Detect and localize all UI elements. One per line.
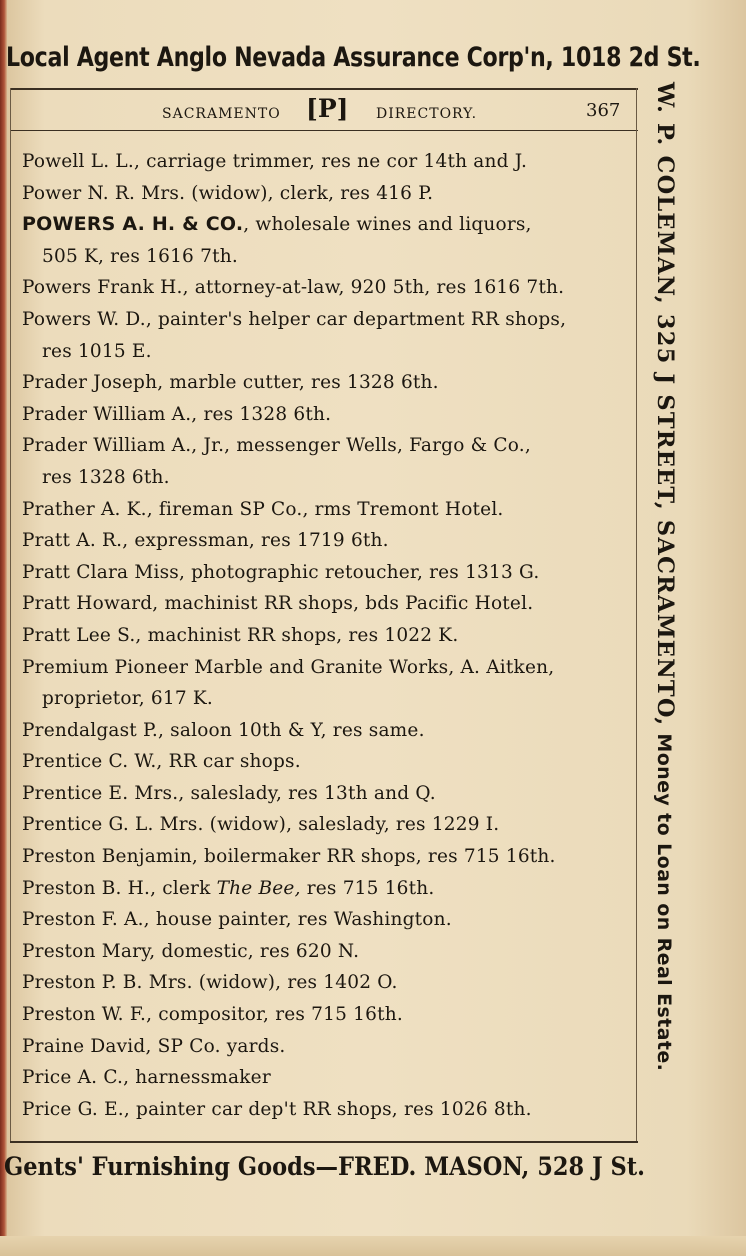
entry-text: res 1015 E.: [42, 340, 152, 362]
entry-text: Prader William A., Jr., messenger Wells, Fargo & Co.,: [22, 435, 531, 457]
entry-text: 505 K, res 1616 7th.: [42, 245, 238, 267]
entry-text: Praine David, SP Co. yards.: [22, 1035, 286, 1057]
entry-continuation-line: [22, 336, 636, 368]
directory-entry: [22, 1062, 636, 1094]
directory-entry: [22, 209, 636, 241]
side-ad-tail: Money to Loan on Real Estate.: [653, 726, 675, 1072]
entry-text: Powers W. D., painter's helper car department RR shops,: [22, 308, 567, 330]
entry-text: Powers Frank H., attorney-at-law, 920 5th, res 1616 7th.: [22, 277, 565, 299]
directory-entry: [22, 967, 636, 999]
entry-text: Powell L. L., carriage trimmer, res ne cor 14th and J.: [22, 151, 528, 172]
entry-text: Preston P. B. Mrs. (widow), res 1402 O.: [22, 972, 398, 994]
entry-text: Pratt A. R., expressman, res 1719 6th.: [22, 530, 389, 552]
directory-entry: [22, 557, 636, 589]
directory-entries: [22, 146, 636, 1125]
entry-continuation-line: [22, 462, 636, 494]
frame-right-rule: [636, 88, 637, 1143]
header-rule: [10, 130, 638, 131]
directory-entry: [22, 178, 636, 210]
page-number: 367: [586, 100, 621, 121]
entry-text: Prentice E. Mrs., saleslady, res 13th and Q.: [22, 782, 436, 804]
entry-text: Pratt Lee S., machinist RR shops, res 1022 K.: [22, 624, 459, 646]
frame-bottom-rule: [10, 1141, 638, 1143]
frame-left-rule: [10, 88, 11, 1143]
entry-text: Price A. C., harnessmaker: [22, 1067, 271, 1089]
directory-entry: [22, 272, 636, 304]
running-head: [14, 94, 632, 130]
entry-text: proprietor, 617 K.: [42, 688, 214, 710]
directory-entry: [22, 904, 636, 936]
entry-text: Premium Pioneer Marble and Granite Works, A. Aitken,: [22, 656, 555, 678]
entry-text: Prentice C. W., RR car shops.: [22, 751, 301, 773]
directory-entry: [22, 304, 636, 336]
entry-text: Preston B. H., clerk: [22, 877, 217, 899]
entry-text: Preston Mary, domestic, res 620 N.: [22, 940, 360, 962]
top-advertisement: Local Agent Anglo Nevada Assurance Corp'n, 1018 2d St.: [6, 42, 701, 73]
running-head-directory: DIRECTORY.: [376, 106, 478, 122]
entry-text: res 1328 6th.: [42, 466, 170, 488]
directory-entry: [22, 146, 636, 178]
directory-entry: [22, 1094, 636, 1126]
entry-text: Preston Benjamin, boilermaker RR shops, res 715 16th.: [22, 846, 556, 868]
entry-text: Power N. R. Mrs. (widow), clerk, res 416 P.: [22, 182, 434, 204]
directory-entry: [22, 936, 636, 968]
entry-text: Prader William A., res 1328 6th.: [22, 403, 332, 425]
directory-entry: [22, 746, 636, 778]
entry-text: Pratt Clara Miss, photographic retoucher, res 1313 G.: [22, 561, 540, 583]
entry-text: Prentice G. L. Mrs. (widow), saleslady, res 1229 I.: [22, 814, 500, 836]
entry-text: Prather A. K., fireman SP Co., rms Tremont Hotel.: [22, 498, 504, 520]
entry-text: Preston W. F., compositor, res 715 16th.: [22, 1004, 403, 1026]
side-ad-main: W. P. COLEMAN, 325 J STREET, SACRAMENTO,: [652, 82, 678, 727]
section-letter: [P]: [306, 94, 349, 123]
frame-top-rule: [10, 88, 638, 90]
entry-continuation-line: [22, 683, 636, 715]
running-head-city: SACRAMENTO: [162, 106, 281, 122]
directory-entry: [22, 367, 636, 399]
directory-entry: [22, 841, 636, 873]
directory-entry: [22, 809, 636, 841]
book-spine-edge: [0, 0, 7, 1256]
directory-entry: [22, 620, 636, 652]
entry-italic-text: The Bee,: [216, 877, 301, 899]
entry-text: Preston F. A., house painter, res Washington.: [22, 909, 452, 931]
directory-entry: [22, 999, 636, 1031]
directory-entry: [22, 525, 636, 557]
bottom-advertisement: Gents' Furnishing Goods—FRED. MASON, 528 J St.: [4, 1152, 645, 1181]
entry-text: Pratt Howard, machinist RR shops, bds Pacific Hotel.: [22, 593, 534, 615]
entry-bold-name: POWERS A. H. & CO.: [22, 213, 244, 236]
entry-text-after: res 715 16th.: [300, 877, 435, 899]
directory-entry: [22, 715, 636, 747]
page-bottom-edge: [0, 1236, 746, 1256]
directory-entry: [22, 873, 636, 905]
entry-text: Price G. E., painter car dep't RR shops, res 1026 8th.: [22, 1098, 532, 1120]
side-ad-text: [652, 82, 678, 1142]
side-advertisement: [642, 82, 678, 1147]
directory-entry: [22, 494, 636, 526]
directory-entry: [22, 588, 636, 620]
directory-entry: [22, 1031, 636, 1063]
entry-text: Prendalgast P., saloon 10th & Y, res same.: [22, 719, 425, 741]
directory-entry: [22, 399, 636, 431]
directory-entry: [22, 652, 636, 684]
directory-entry: [22, 778, 636, 810]
directory-entry: [22, 430, 636, 462]
entry-text: , wholesale wines and liquors,: [243, 214, 532, 236]
entry-text: Prader Joseph, marble cutter, res 1328 6th.: [22, 372, 439, 394]
entry-continuation-line: [22, 241, 636, 273]
